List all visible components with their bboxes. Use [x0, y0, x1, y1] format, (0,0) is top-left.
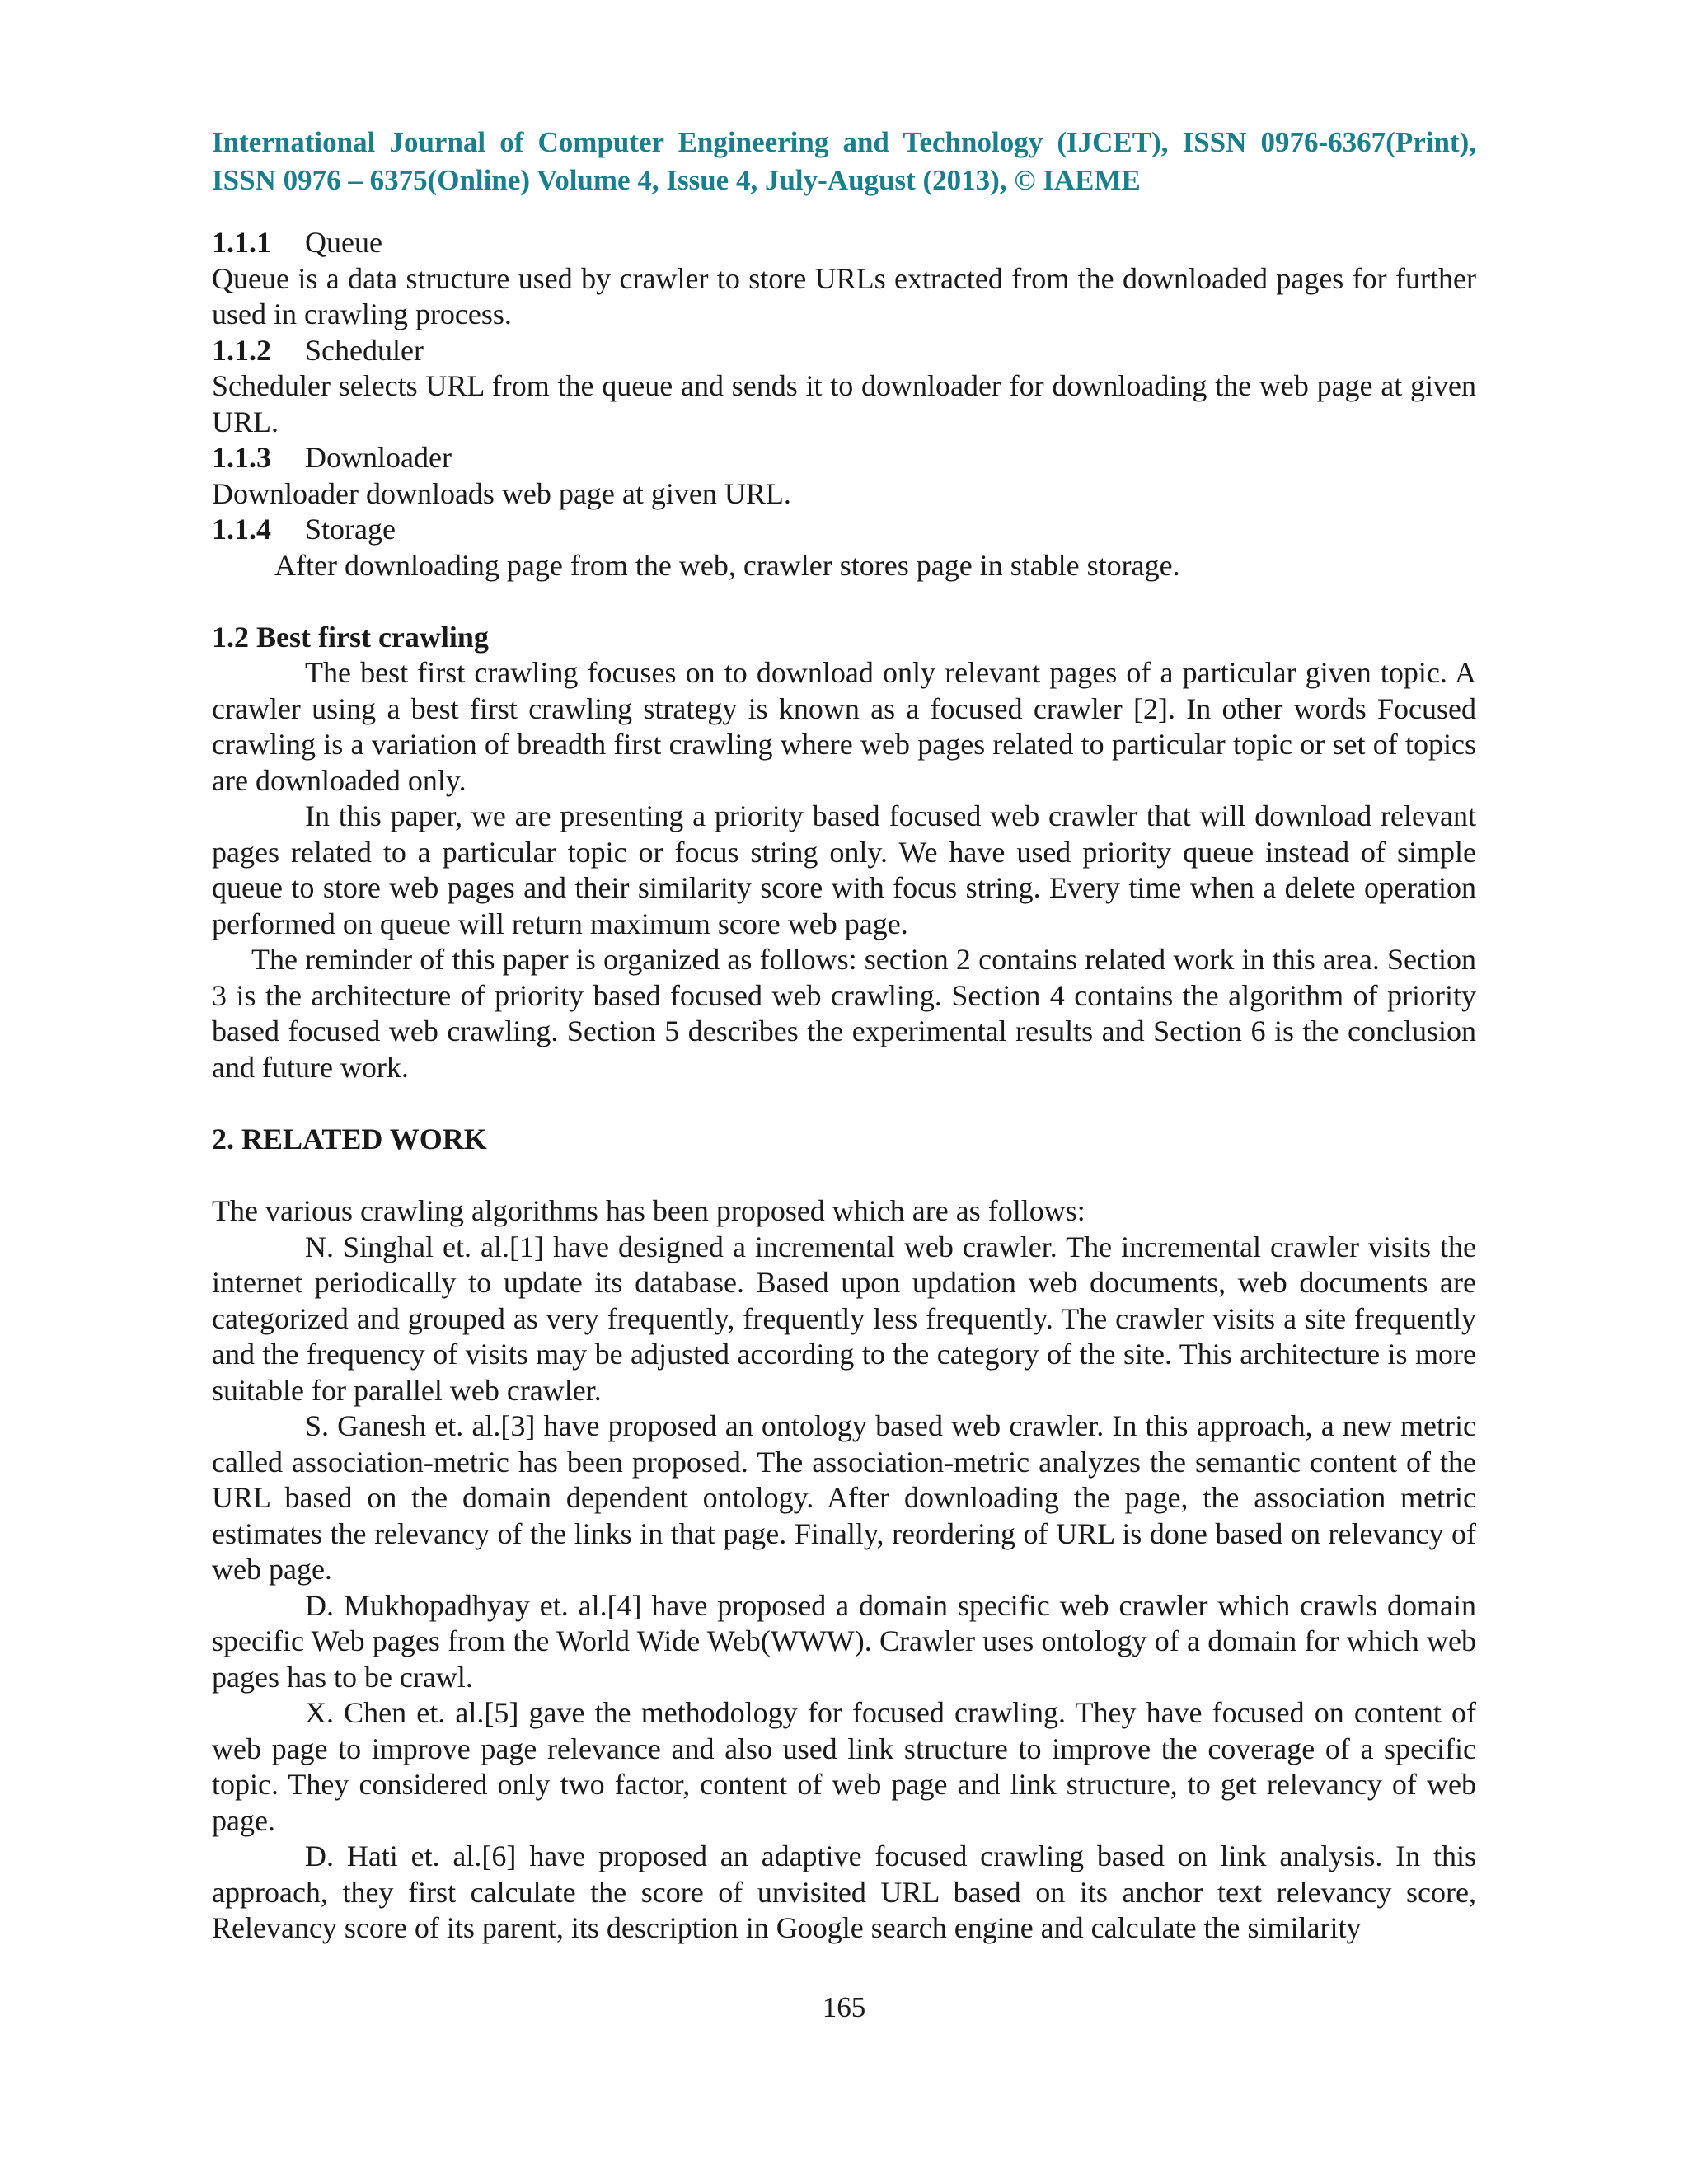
- page-content: [212, 124, 1476, 1947]
- subsection-number: 1.1.4: [212, 513, 271, 546]
- subsection-heading-downloader: [212, 440, 1476, 476]
- paragraph: D. Mukhopadhyay et. al.[4] have proposed a domain specific web crawler which crawls domain specific Web pages from the World Wide Web(WWW). Crawler uses ontology of a domain for which web pages has to be crawl.: [212, 1588, 1476, 1694]
- subsection-heading-storage: [212, 512, 1476, 548]
- subsection-body-storage: After downloading page from the web, crawler stores page in stable storage.: [274, 548, 1180, 582]
- subsection-title: Queue: [305, 226, 382, 259]
- section-heading-best-first: 1.2 Best first crawling: [212, 620, 489, 654]
- paragraph: S. Ganesh et. al.[3] have proposed an ontology based web crawler. In this approach, a new metric called association-metric has been proposed. The association-metric analyzes the semantic content of the URL based on the domain dependent ontology. After downloading the page, the association metric estimates the relevancy of the links in that page. Finally, reordering of URL is done based on relevancy of web page.: [212, 1409, 1476, 1586]
- spacer: [212, 583, 1476, 620]
- paragraph: The reminder of this paper is organized as follows: section 2 contains related work in this area. Section 3 is the architecture of priority based focused web crawling. Section 4 contains the algorithm of priority based focused web crawling. Section 5 describes the experimental results and Section 6 is the conclusion and future work.: [212, 943, 1476, 1084]
- paragraph: N. Singhal et. al.[1] have designed a incremental web crawler. The incremental crawler visits the internet periodically to update its database. Based upon updation web documents, web documents are categorized and grouped as very frequently, frequently less frequently. The crawler visits a site frequently and the frequency of visits may be adjusted according to the category of the site. This architecture is more suitable for parallel web crawler.: [212, 1230, 1476, 1407]
- paragraph: X. Chen et. al.[5] gave the methodology for focused crawling. They have focused on content of web page to improve page relevance and also used link structure to improve the coverage of a specific topic. They considered only two factor, content of web page and link structure, to get relevancy of web page.: [212, 1696, 1476, 1837]
- subsection-body-queue: Queue is a data structure used by crawler to store URLs extracted from the downloaded pages for further used in crawling process.: [212, 261, 1476, 330]
- subsection-title: Scheduler: [305, 333, 424, 367]
- subsection-body-downloader: Downloader downloads web page at given URL.: [212, 476, 791, 510]
- paragraph: In this paper, we are presenting a priority based focused web crawler that will download relevant pages related to a particular topic or focus string only. We have used priority queue instead of simple queue to store web pages and their similarity score with focus string. Every time when a delete operation performed on queue will return maximum score web page.: [212, 799, 1476, 940]
- subsection-heading-scheduler: [212, 333, 1476, 369]
- related-work-intro: The various crawling algorithms has been proposed which are as follows:: [212, 1194, 1085, 1227]
- subsection-number: 1.1.2: [212, 333, 271, 367]
- subsection-title: Downloader: [305, 441, 452, 474]
- subsection-number: 1.1.1: [212, 226, 271, 259]
- journal-header: International Journal of Computer Engineering and Technology (IJCET), ISSN 0976-6367(Print), ISSN 0976 – 6375(Online) Volume 4, Issue 4, July-August (2013), © IAEME: [212, 126, 1476, 196]
- paragraph: D. Hati et. al.[6] have proposed an adaptive focused crawling based on link analysis. In this approach, they first calculate the score of unvisited URL based on its anchor text relevancy score, Relevancy score of its parent, its description in Google search engine and calculate the similarity: [212, 1840, 1476, 1944]
- spacer: [212, 1085, 1476, 1122]
- subsection-number: 1.1.3: [212, 441, 271, 474]
- page-number: 165: [822, 1991, 866, 2023]
- subsection-title: Storage: [305, 513, 396, 546]
- subsection-heading-queue: [212, 225, 1476, 261]
- spacer: [212, 1157, 1476, 1193]
- subsection-body-scheduler: Scheduler selects URL from the queue and sends it to downloader for downloading the web page at given URL.: [212, 369, 1476, 438]
- section-heading-related-work: 2. RELATED WORK: [212, 1122, 487, 1155]
- paragraph: The best first crawling focuses on to download only relevant pages of a particular given topic. A crawler using a best first crawling strategy is known as a focused crawler [2]. In other words Focused crawling is a variation of breadth first crawling where web pages related to particular topic or set of topics are downloaded only.: [212, 656, 1476, 797]
